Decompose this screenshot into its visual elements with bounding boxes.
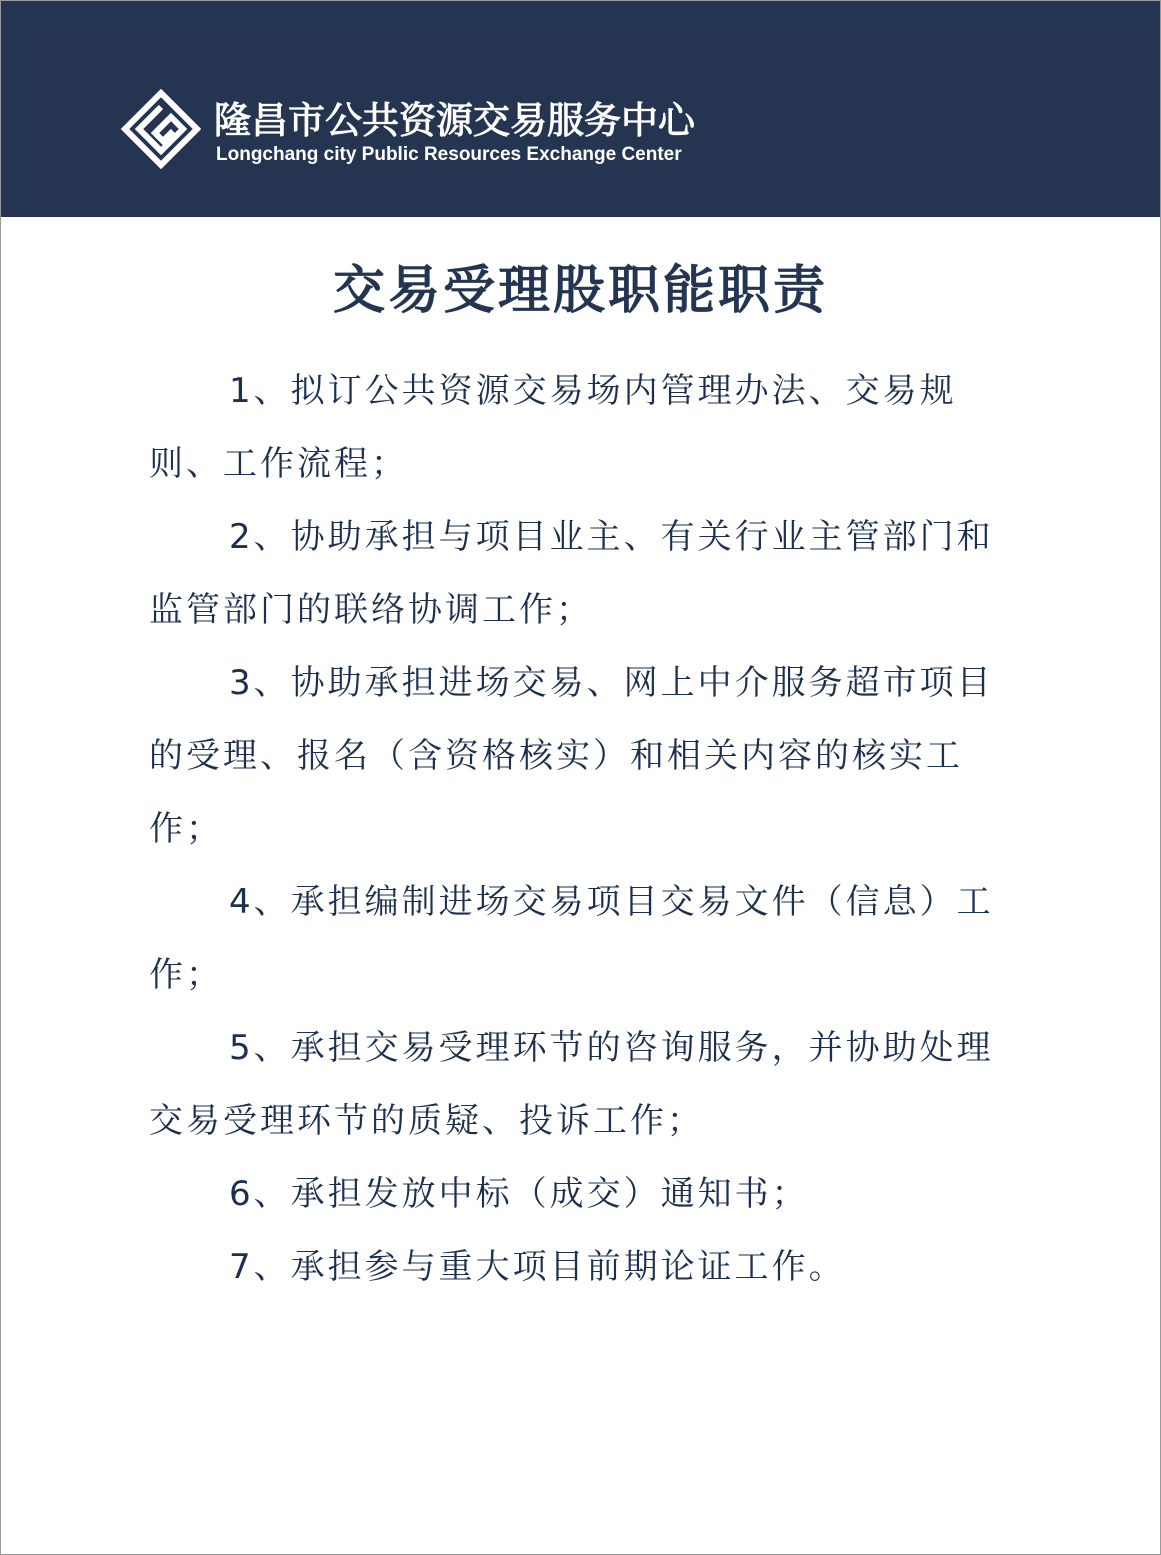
duty-item-5: 5、承担交易受理环节的咨询服务，并协助处理交易受理环节的质疑、投诉工作； — [149, 1028, 994, 1141]
page-title: 交易受理股职能职责 — [332, 261, 828, 321]
org-name-chinese: 隆昌市公共资源交易服务中心 — [214, 99, 695, 142]
duty-item-7: 7、承担参与重大项目前期论证工作。 — [229, 1247, 846, 1287]
org-name-english: Longchang city Public Resources Exchange Center — [216, 144, 682, 165]
duty-item-3: 3、协助承担进场交易、网上中介服务超市项目的受理、报名（含资格核实）和相关内容的核实工作； — [149, 663, 994, 849]
header-banner — [1, 1, 1160, 217]
duty-item-6: 6、承担发放中标（成交）通知书； — [229, 1174, 809, 1214]
duty-item-2: 2、协助承担与项目业主、有关行业主管部门和监管部门的联络协调工作； — [149, 517, 994, 630]
duty-item-4: 4、承担编制进场交易项目交易文件（信息）工作； — [149, 882, 994, 995]
geometric-diamond-logo-icon — [121, 89, 201, 169]
duty-item-1: 1、拟订公共资源交易场内管理办法、交易规则、工作流程； — [149, 371, 957, 484]
duties-list — [149, 355, 1021, 1304]
